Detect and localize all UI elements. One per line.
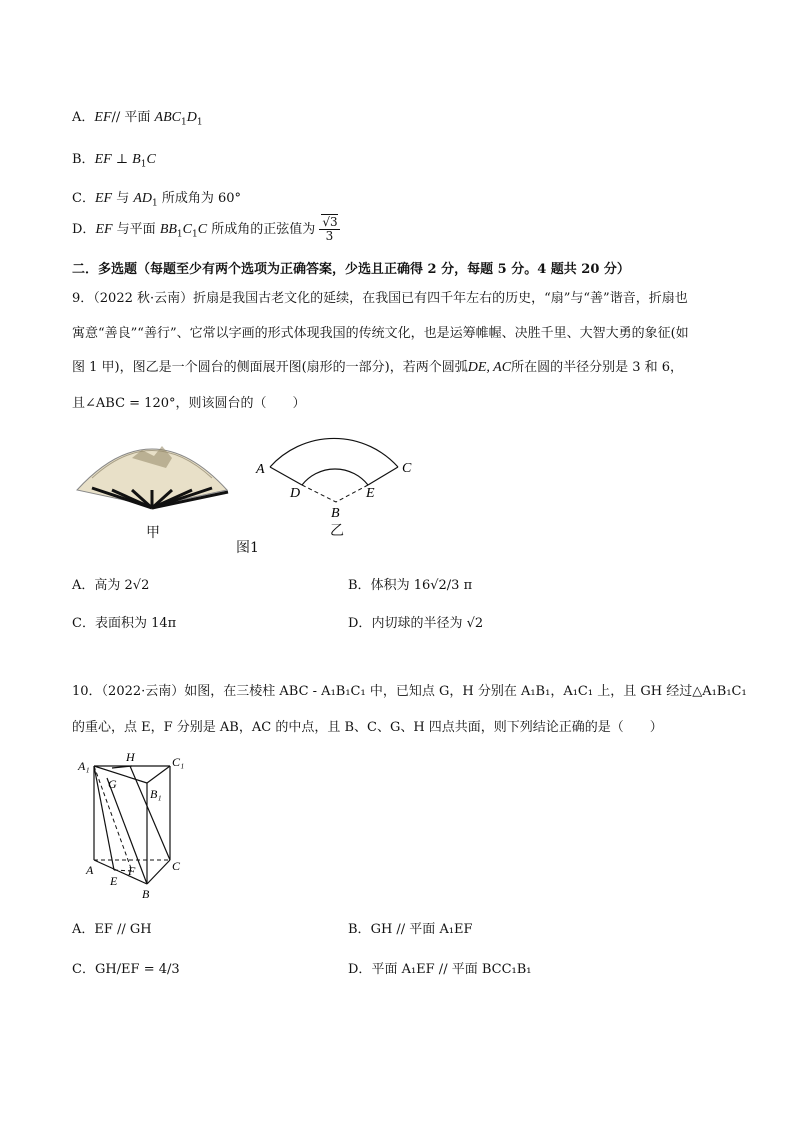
label-f: F bbox=[128, 864, 136, 878]
q9-text-line-4: 且∠ABC = 120°，则该圆台的（ ） bbox=[72, 396, 306, 411]
q9-text-line-3: 图 1 甲)，图乙是一个圆台的侧面展开图(扇形的一部分)，若两个圆弧DE, AC所在圆的半径分别是 3 和 6， bbox=[72, 360, 684, 375]
q10-option-b[interactable]: B．GH // 平面 A₁EF bbox=[348, 922, 473, 937]
q10-option-a[interactable]: A．EF // GH bbox=[72, 922, 152, 937]
q8-option-d[interactable]: D．EF 与平面 $BB_1C_1C$ 所成角的正弦值为 $\frac{√3}{3}$ bbox=[72, 215, 338, 243]
q10-option-c[interactable]: C．GH/EF = 4/3 bbox=[72, 962, 180, 977]
label-e: E bbox=[110, 874, 118, 888]
label-d: D bbox=[290, 486, 301, 501]
q8-option-b[interactable]: B．EF ⊥ $B_1C$ bbox=[72, 152, 156, 170]
q8-option-a[interactable]: A．EF// 平面 $ABC_1D_1$ bbox=[72, 110, 203, 128]
label-c: C bbox=[172, 859, 181, 873]
dashed-db bbox=[302, 485, 336, 502]
prism-hidden-edges bbox=[94, 766, 170, 871]
fraction-sqrt3-over-3: $\frac{√3}{3}$ bbox=[319, 216, 339, 243]
arc-de bbox=[302, 469, 368, 485]
q10-text-line-2: 的重心，点 E，F 分别是 AB，AC 的中点，且 B、C、G、H 四点共面，则下列结论正确的是（ ） bbox=[72, 720, 663, 735]
q9-option-a[interactable]: A．高为 2√2 bbox=[72, 578, 150, 593]
label-b: B bbox=[142, 887, 150, 901]
label-h: H bbox=[126, 750, 135, 764]
q10-option-d[interactable]: D．平面 A₁EF // 平面 BCC₁B₁ bbox=[348, 962, 532, 977]
q9-option-d[interactable]: D．内切球的半径为 √2 bbox=[348, 616, 484, 631]
fig-label-yi: 乙 bbox=[330, 523, 344, 539]
q8-option-c[interactable]: C．EF 与 $AD_1$ 所成角为 60° bbox=[72, 191, 242, 209]
q9-text-line-2: 寓意“善良”“善行”、它常以字画的形式体现我国的传统文化，也是运筹帷幄、决胜千里、大智大勇的象征(如 bbox=[72, 326, 689, 341]
q9-option-c[interactable]: C．表面积为 14π bbox=[72, 616, 177, 631]
label-g: G bbox=[108, 777, 117, 791]
segment-ce bbox=[368, 467, 398, 485]
section-header: 二．多选题（每题至少有两个选项为正确答案，少选且正确得 2 分，每题 5 分。4 题共 20 分） bbox=[72, 262, 630, 277]
fig-caption: 图1 bbox=[236, 540, 259, 556]
q10-text-line-1: 10．（2022·云南）如图，在三棱柱 ABC - A₁B₁C₁ 中，已知点 G，H 分别在 A₁B₁，A₁C₁ 上，且 GH 经过△A₁B₁C₁ bbox=[72, 684, 747, 699]
label-e: E bbox=[366, 486, 375, 501]
arc-ac bbox=[270, 438, 398, 467]
folding-fan-figure bbox=[72, 418, 232, 518]
label-c1: C₁ bbox=[172, 755, 185, 769]
dashed-eb bbox=[336, 485, 368, 502]
q9-text-line-1: 9．（2022 秋·云南）折扇是我国古老文化的延续，在我国已有四千年左右的历史，“扇”与“善”谐音，折扇也 bbox=[72, 291, 688, 306]
label-a: A bbox=[256, 462, 265, 477]
label-b: B bbox=[331, 506, 340, 521]
label-c: C bbox=[402, 461, 412, 476]
q9-option-b[interactable]: B．体积为 16√2/3 π bbox=[348, 578, 473, 593]
label-a: A bbox=[86, 863, 94, 877]
prism-figure bbox=[72, 748, 192, 903]
segment-ad bbox=[270, 467, 302, 485]
sector-figure bbox=[250, 395, 430, 535]
arc-names: DE, AC bbox=[467, 360, 512, 375]
fig-label-jia: 甲 bbox=[146, 525, 160, 541]
label-a1: A₁ bbox=[78, 759, 90, 773]
label-b1: B₁ bbox=[150, 787, 162, 801]
